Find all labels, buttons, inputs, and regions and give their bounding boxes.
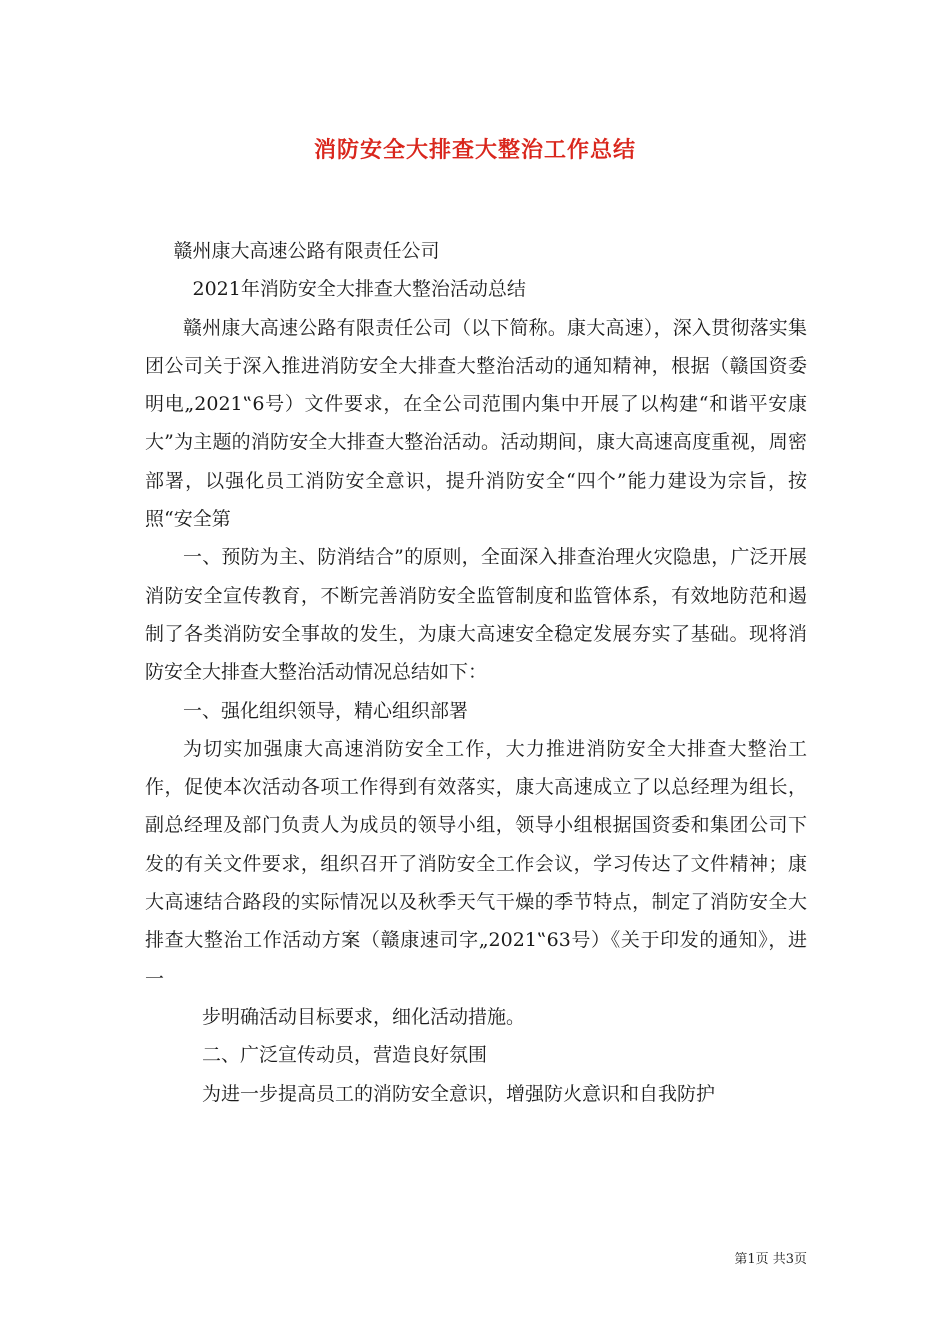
company-name-line: 赣州康大高速公路有限责任公司	[173, 240, 440, 262]
subtitle-line: 2021年消防安全大排查大整治活动总结	[192, 278, 526, 301]
document-body	[145, 232, 807, 1113]
document-title: 消防安全大排查大整治工作总结	[313, 137, 636, 163]
page-number: 第1页 共3页	[734, 1252, 807, 1267]
body-paragraph: 步明确活动目标要求，细化活动措施。	[202, 1005, 526, 1028]
section-heading: 一、强化组织领导，精心组织部署	[183, 699, 469, 722]
section-heading: 二、广泛宣传动员，营造良好氛围	[202, 1044, 488, 1067]
body-paragraph: 为切实加强康大高速消防安全工作，大力推进消防安全大排查大整治工作，促使本次活动各项工作得到有效落实，康大高速成立了以总经理为组长，副总经理及部门负责人为成员的领导小组，领导小组根据国资委和集团公司下发的有关文件要求，组织召开了消防安全工作会议，学习传达了文件精神；康大高速结合路段的实际情况以及秋季天气干燥的季节特点，制定了消防安全大排查大整治工作活动方案（赣康速司字„2021‟63号）《关于印发的通知》，进一	[145, 737, 807, 990]
body-paragraph: 赣州康大高速公路有限责任公司（以下简称。康大高速），深入贯彻落实集团公司关于深入推进消防安全大排查大整治活动的通知精神，根据（赣国资委明电„2021‟6号）文件要求，在全公司范围内集中开展了以构建“和谐平安康大”为主题的消防安全大排查大整治活动。活动期间，康大高速高度重视，周密部署，以强化员工消防安全意识，提升消防安全“四个”能力建设为宗旨，按照“安全第	[145, 316, 807, 531]
body-paragraph: 为进一步提高员工的消防安全意识，增强防火意识和自我防护	[202, 1082, 716, 1105]
body-paragraph: 一、预防为主、防消结合”的原则，全面深入排查治理火灾隐患，广泛开展消防安全宣传教育，不断完善消防安全监管制度和监管体系，有效地防范和遏制了各类消防安全事故的发生，为康大高速安全稳定发展夯实了基础。现将消防安全大排查大整治活动情况总结如下：	[145, 546, 807, 684]
